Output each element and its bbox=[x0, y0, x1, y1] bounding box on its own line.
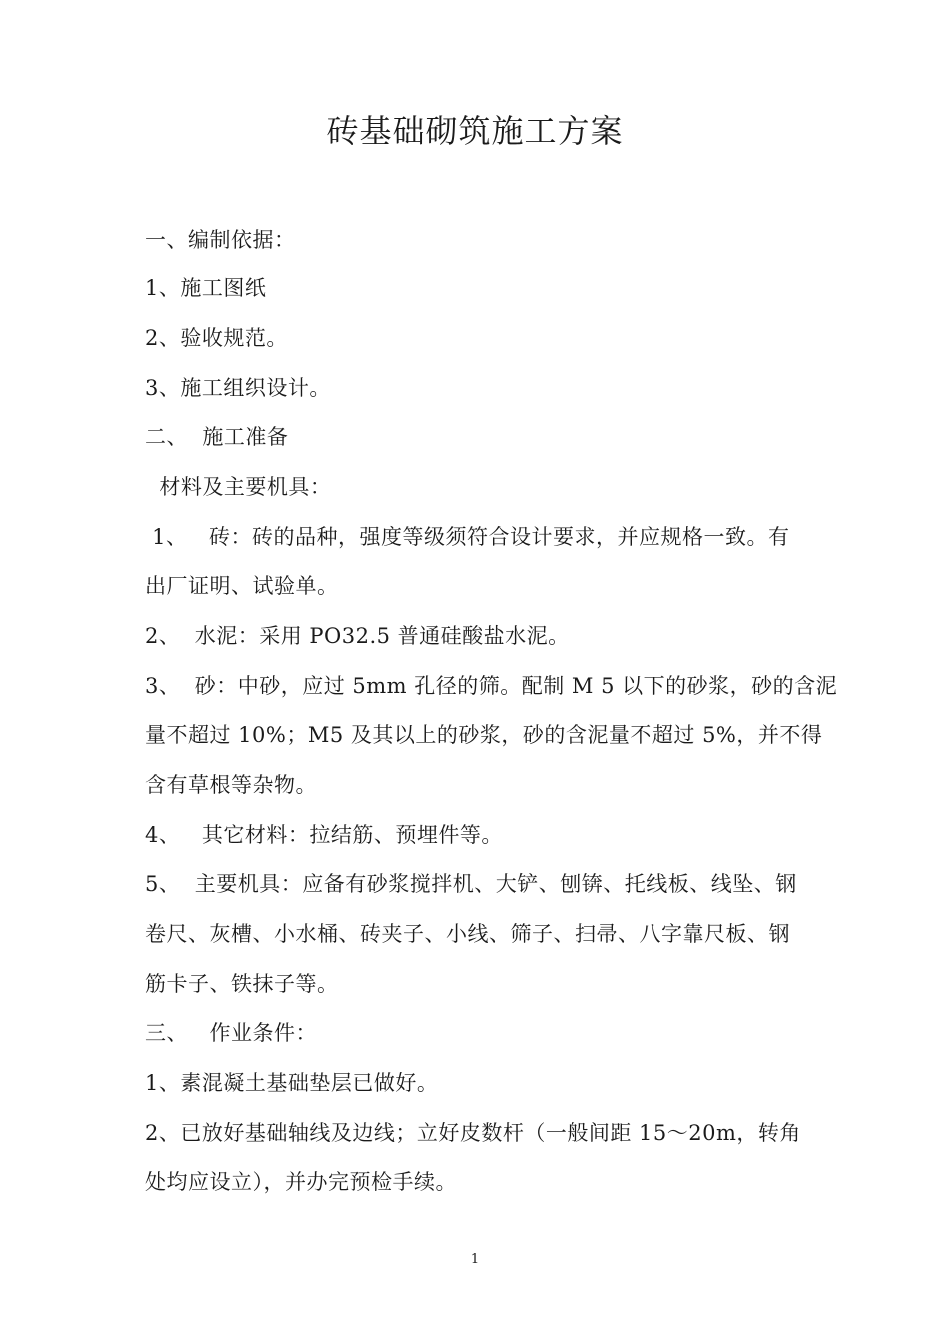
body-line: 4、 其它材料：拉结筋、预埋件等。 bbox=[145, 823, 503, 847]
body-line: 1、素混凝土基础垫层已做好。 bbox=[145, 1071, 439, 1095]
body-line: 处均应设立），并办完预检手续。 bbox=[145, 1170, 457, 1194]
page-number: 1 bbox=[470, 1252, 480, 1267]
section-heading-conditions: 三、 作业条件： bbox=[145, 1021, 318, 1045]
page-title: 砖基础砌筑施工方案 bbox=[326, 112, 624, 150]
body-line: 出厂证明、试验单。 bbox=[145, 574, 339, 598]
section-heading-basis: 一、编制依据： bbox=[145, 228, 296, 252]
body-line: 1、 砖：砖的品种，强度等级须符合设计要求，并应规格一致。有 bbox=[145, 525, 790, 549]
body-line: 含有草根等杂物。 bbox=[145, 773, 317, 797]
body-line: 2、验收规范。 bbox=[145, 326, 288, 350]
body-line: 2、已放好基础轴线及边线；立好皮数杆（一般间距 15～20m，转角 bbox=[145, 1121, 801, 1145]
body-line: 3、 砂：中砂，应过 5mm 孔径的筛。配制 M 5 以下的砂浆，砂的含泥 bbox=[145, 674, 838, 698]
subheading-materials: 材料及主要机具： bbox=[145, 475, 332, 499]
section-heading-preparation: 二、 施工准备 bbox=[145, 425, 289, 449]
body-line: 2、 水泥：采用 PO32.5 普通硅酸盐水泥。 bbox=[145, 624, 570, 648]
body-line: 5、 主要机具：应备有砂浆搅拌机、大铲、刨锛、托线板、线坠、钢 bbox=[145, 872, 797, 896]
body-line: 3、施工组织设计。 bbox=[145, 376, 331, 400]
body-line: 筋卡子、铁抹子等。 bbox=[145, 972, 339, 996]
body-line: 卷尺、灰槽、小水桶、砖夹子、小线、筛子、扫帚、八字靠尺板、钢 bbox=[145, 922, 790, 946]
body-line: 1、施工图纸 bbox=[145, 276, 267, 300]
body-line: 量不超过 10%；M5 及其以上的砂浆，砂的含泥量不超过 5%，并不得 bbox=[145, 723, 823, 747]
